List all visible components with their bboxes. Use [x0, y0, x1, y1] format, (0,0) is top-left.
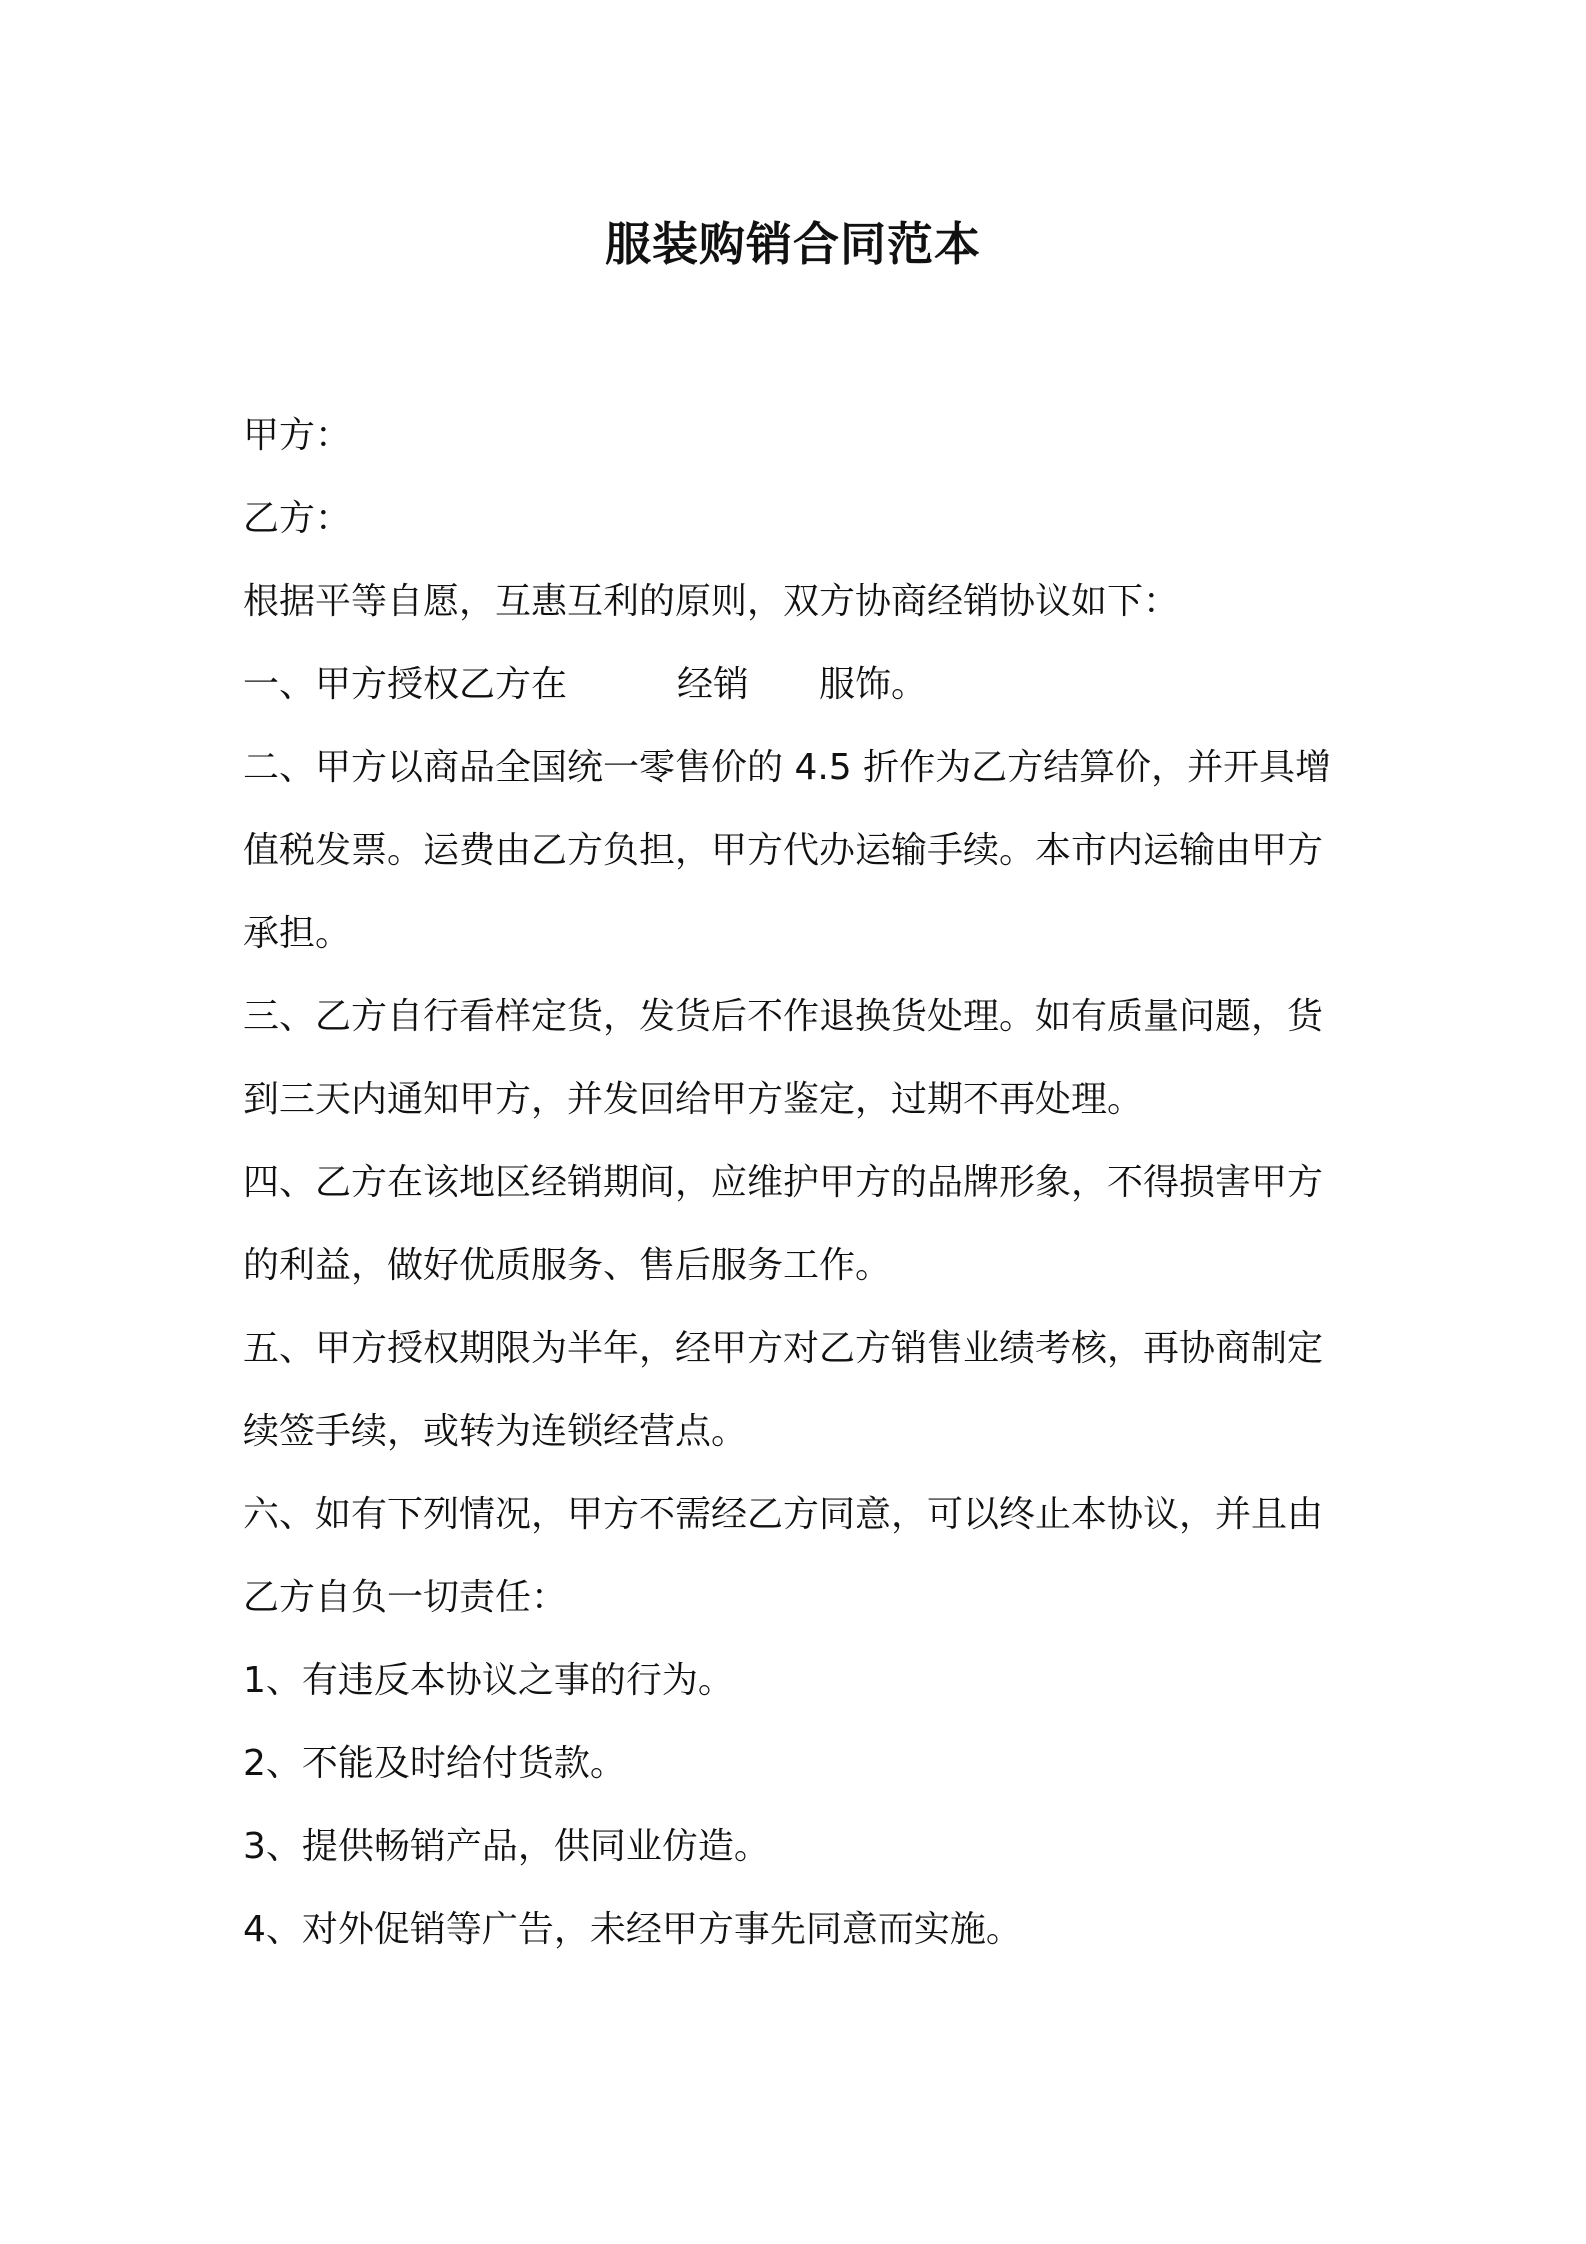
clause-4-line-2: 的利益，做好优质服务、售后服务工作。 — [243, 1245, 892, 1286]
clause-1-part3: 服饰。 — [819, 664, 928, 705]
clause-3-line-2: 到三天内通知甲方，并发回给甲方鉴定，过期不再处理。 — [243, 1079, 1144, 1120]
clause-6-line-2: 乙方自负一切责任： — [243, 1577, 568, 1618]
preamble-line: 根据平等自愿，互惠互利的原则，双方协商经销协议如下： — [243, 581, 1180, 622]
clause-2-line-1: 二、甲方以商品全国统一零售价的 4.5 折作为乙方结算价，并开具增 — [243, 747, 1332, 788]
clause-1-line — [243, 657, 1353, 740]
party-b-line: 乙方： — [243, 498, 352, 539]
list-item-4: 4、对外促销等广告，未经甲方事先同意而实施。 — [243, 1909, 1022, 1950]
clause-3-line-1: 三、乙方自行看样定货，发货后不作退换货处理。如有质量问题，货 — [243, 996, 1324, 1037]
document-body — [243, 408, 1353, 1985]
clause-4-line-1: 四、乙方在该地区经销期间，应维护甲方的品牌形象，不得损害甲方 — [243, 1162, 1324, 1203]
clause-5-line-1: 五、甲方授权期限为半年，经甲方对乙方销售业绩考核，再协商制定 — [243, 1328, 1324, 1369]
clause-2-line-3: 承担。 — [243, 913, 352, 954]
clause-1-part2: 经销 — [677, 664, 750, 705]
party-a-line: 甲方： — [243, 415, 352, 456]
clause-1-part1: 一、甲方授权乙方在 — [243, 664, 568, 705]
document-title: 服装购销合同范本 — [605, 217, 981, 271]
list-item-2: 2、不能及时给付货款。 — [243, 1743, 626, 1784]
list-item-3: 3、提供畅销产品，供同业仿造。 — [243, 1826, 770, 1867]
clause-6-line-1: 六、如有下列情况，甲方不需经乙方同意，可以终止本协议，并且由 — [243, 1494, 1324, 1535]
clause-5-line-2: 续签手续，或转为连锁经营点。 — [243, 1411, 748, 1452]
list-item-1: 1、有违反本协议之事的行为。 — [243, 1660, 734, 1701]
clause-2-line-2: 值税发票。运费由乙方负担，甲方代办运输手续。本市内运输由甲方 — [243, 830, 1324, 871]
